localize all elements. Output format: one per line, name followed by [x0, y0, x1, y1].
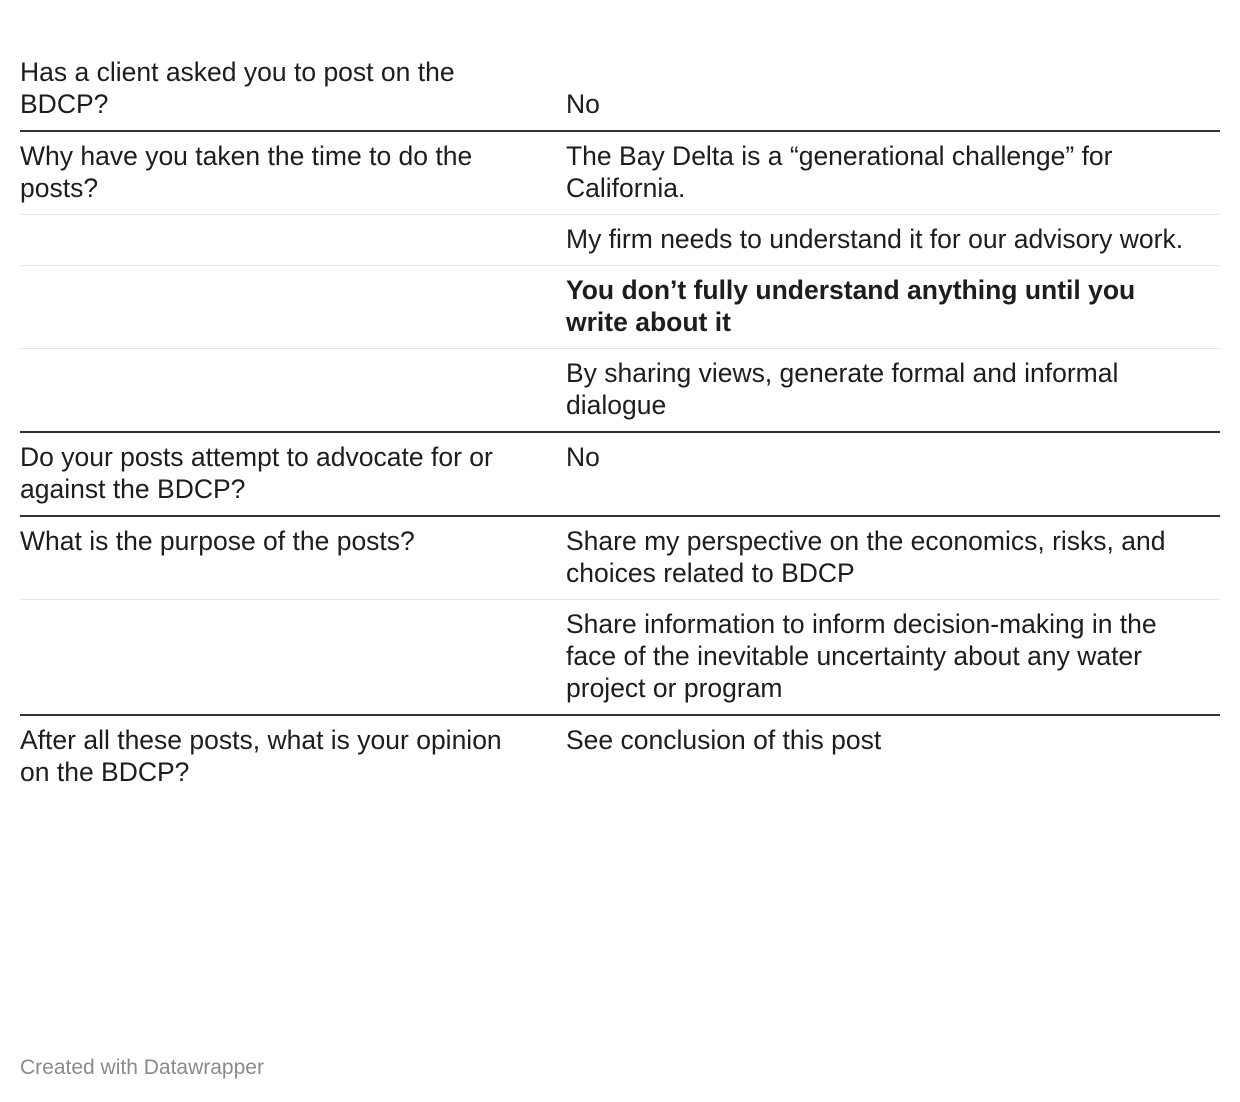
table-row: [20, 433, 1220, 517]
datawrapper-credit[interactable]: Created with Datawrapper: [20, 1056, 264, 1079]
question-cell: Has a client asked you to post on the BDCP?: [20, 57, 455, 119]
table-row: [20, 52, 1220, 132]
answer-cell-emphasis: You don’t fully understand anything until you write about it: [566, 275, 1136, 337]
question-cell: After all these posts, what is your opinion on the BDCP?: [20, 725, 502, 787]
question-cell: What is the purpose of the posts?: [20, 526, 415, 556]
table-row: [20, 517, 1220, 600]
table-row: [20, 215, 1220, 266]
answer-cell: By sharing views, generate formal and informal dialogue: [566, 358, 1119, 420]
answer-cell: Share my perspective on the economics, risks, and choices related to BDCP: [566, 526, 1166, 588]
answer-cell: Share information to inform decision-making in the face of the inevitable uncertainty about any water project or program: [566, 609, 1157, 703]
answer-cell: No: [566, 442, 600, 472]
question-cell: Why have you taken the time to do the posts?: [20, 141, 473, 203]
question-cell: [20, 608, 566, 704]
question-cell: [20, 357, 566, 421]
table-row: [20, 132, 1220, 215]
answer-cell: My firm needs to understand it for our advisory work.: [566, 224, 1184, 254]
answer-cell: The Bay Delta is a “generational challenge” for California.: [566, 141, 1113, 203]
table-row: [20, 716, 1220, 798]
question-cell: [20, 223, 566, 255]
table-row: [20, 600, 1220, 716]
table-row: [20, 349, 1220, 433]
faq-table: [20, 52, 1220, 798]
table-row: [20, 266, 1220, 349]
answer-cell: See conclusion of this post: [566, 725, 882, 755]
answer-cell: No: [566, 89, 600, 119]
question-cell: Do your posts attempt to advocate for or against the BDCP?: [20, 442, 493, 504]
question-cell: [20, 274, 566, 338]
